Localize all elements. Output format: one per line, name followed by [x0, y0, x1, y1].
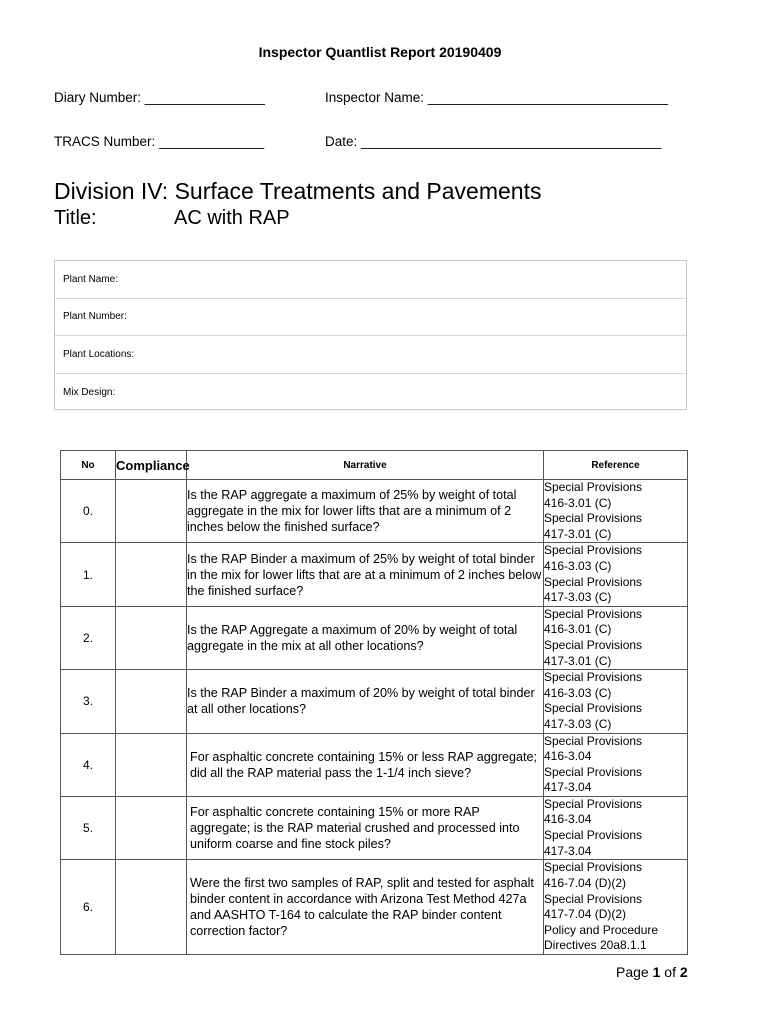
row-number: 2.	[61, 606, 116, 669]
table-header-row	[61, 451, 688, 480]
mix-design-row: Mix Design:	[63, 386, 116, 398]
column-header-no: No	[61, 451, 116, 480]
plant-info-box	[54, 260, 687, 410]
narrative-cell: Is the RAP aggregate a maximum of 25% by weight of total aggregate in the mix for lower lifts that are a minimum of 2 inches below the finished surface?	[187, 480, 544, 543]
reference-line: Special Provisions	[544, 480, 643, 494]
narrative-cell: Is the RAP Aggregate a maximum of 20% by weight of total aggregate in the mix at all other locations?	[187, 606, 544, 669]
reference-cell	[544, 480, 688, 543]
narrative-cell: Is the RAP Binder a maximum of 20% by weight of total binder at all other locations?	[187, 670, 544, 733]
column-header-reference: Reference	[544, 451, 688, 480]
title-label: Title:	[54, 207, 97, 229]
reference-line: 416-3.04	[544, 749, 592, 764]
report-title: Inspector Quantlist Report 20190409	[258, 44, 502, 60]
page-label: Page	[616, 964, 649, 980]
table-row	[61, 606, 688, 669]
diary-number-field: Diary Number: ________________	[54, 90, 265, 105]
reference-line: 416-3.03 (C)	[544, 685, 612, 700]
narrative-cell: For asphaltic concrete containing 15% or more RAP aggregate; is the RAP material crushed and processed into uniform coarse and fine stock piles?	[187, 796, 544, 859]
table-row	[61, 860, 688, 955]
plant-number-row: Plant Number:	[55, 299, 686, 337]
narrative-cell: Is the RAP Binder a maximum of 25% by weight of total binder in the mix for lower lifts that are at a minimum of 2 inches below the finished surface?	[187, 543, 544, 606]
compliance-cell[interactable]	[116, 860, 187, 955]
reference-line: 416-3.03 (C)	[544, 558, 612, 573]
page-total: 2	[679, 964, 688, 980]
page-number	[616, 964, 688, 980]
page-of: of	[664, 964, 676, 980]
reference-cell	[544, 860, 688, 955]
reference-line: Special Provisions	[544, 891, 643, 906]
column-header-narrative: Narrative	[187, 451, 544, 480]
row-number: 5.	[61, 796, 116, 859]
row-number: 3.	[61, 670, 116, 733]
table-row	[61, 796, 688, 859]
date-field: Date: ________________________________________	[325, 134, 662, 149]
reference-line: Special Provisions	[544, 637, 643, 652]
reference-line: 417-3.03 (C)	[544, 590, 612, 605]
reference-line: 416-3.01 (C)	[544, 622, 612, 637]
compliance-cell[interactable]	[116, 606, 187, 669]
row-number: 6.	[61, 860, 116, 955]
reference-line: 417-3.03 (C)	[544, 716, 612, 731]
compliance-cell[interactable]	[116, 670, 187, 733]
table-row	[61, 480, 688, 543]
title-value: AC with RAP	[174, 207, 290, 229]
plant-name-row: Plant Name:	[55, 261, 686, 299]
table-row	[61, 733, 688, 796]
reference-cell	[544, 733, 688, 796]
column-header-compliance: Compliance	[116, 451, 187, 480]
inspector-name-field: Inspector Name: ________________________________	[325, 90, 669, 105]
reference-line: Special Provisions	[544, 701, 643, 716]
narrative-cell: For asphaltic concrete containing 15% or less RAP aggregate; did all the RAP material pass the 1-1/4 inch sieve?	[187, 733, 544, 796]
reference-line: Special Provisions	[544, 733, 643, 748]
reference-line: Special Provisions	[544, 670, 643, 685]
compliance-cell[interactable]	[116, 733, 187, 796]
reference-cell	[544, 606, 688, 669]
reference-line: 416-7.04 (D)(2)	[544, 876, 627, 891]
reference-line: Special Provisions	[544, 543, 643, 558]
division-heading: Division IV: Surface Treatments and Pavements	[54, 178, 542, 204]
reference-line: 417-3.01 (C)	[544, 526, 612, 541]
reference-line: 416-3.01 (C)	[544, 495, 612, 510]
compliance-table	[60, 450, 688, 955]
reference-line: Special Provisions	[544, 828, 643, 843]
reference-line: 417-3.04	[544, 780, 592, 795]
reference-line: Policy and Procedure	[544, 922, 659, 937]
compliance-cell[interactable]	[116, 543, 187, 606]
table-row	[61, 543, 688, 606]
reference-line: 417-3.01 (C)	[544, 653, 612, 668]
reference-cell	[544, 543, 688, 606]
reference-cell	[544, 796, 688, 859]
reference-line: Special Provisions	[544, 574, 643, 589]
compliance-cell[interactable]	[116, 796, 187, 859]
reference-line: Special Provisions	[544, 764, 643, 779]
plant-locations-row: Plant Locations:	[55, 336, 686, 374]
row-number: 1.	[61, 543, 116, 606]
narrative-cell: Were the first two samples of RAP, split and tested for asphalt binder content in accordance with Arizona Test Method 427a and AASHTO T-164 to calculate the RAP binder content correction factor?	[187, 860, 544, 955]
reference-line: Special Provisions	[544, 860, 643, 875]
compliance-cell[interactable]	[116, 480, 187, 543]
reference-line: 417-7.04 (D)(2)	[544, 907, 627, 922]
tracs-number-field: TRACS Number: ______________	[54, 134, 265, 149]
reference-cell	[544, 670, 688, 733]
reference-line: 417-3.04	[544, 843, 592, 858]
reference-line: 416-3.04	[544, 812, 592, 827]
row-number: 0.	[61, 480, 116, 543]
reference-line: Special Provisions	[544, 511, 643, 526]
reference-line: Directives 20a8.1.1	[544, 938, 647, 953]
row-number: 4.	[61, 733, 116, 796]
reference-line: Special Provisions	[544, 606, 643, 621]
reference-line: Special Provisions	[544, 796, 643, 811]
page-current: 1	[652, 964, 661, 980]
table-row	[61, 670, 688, 733]
